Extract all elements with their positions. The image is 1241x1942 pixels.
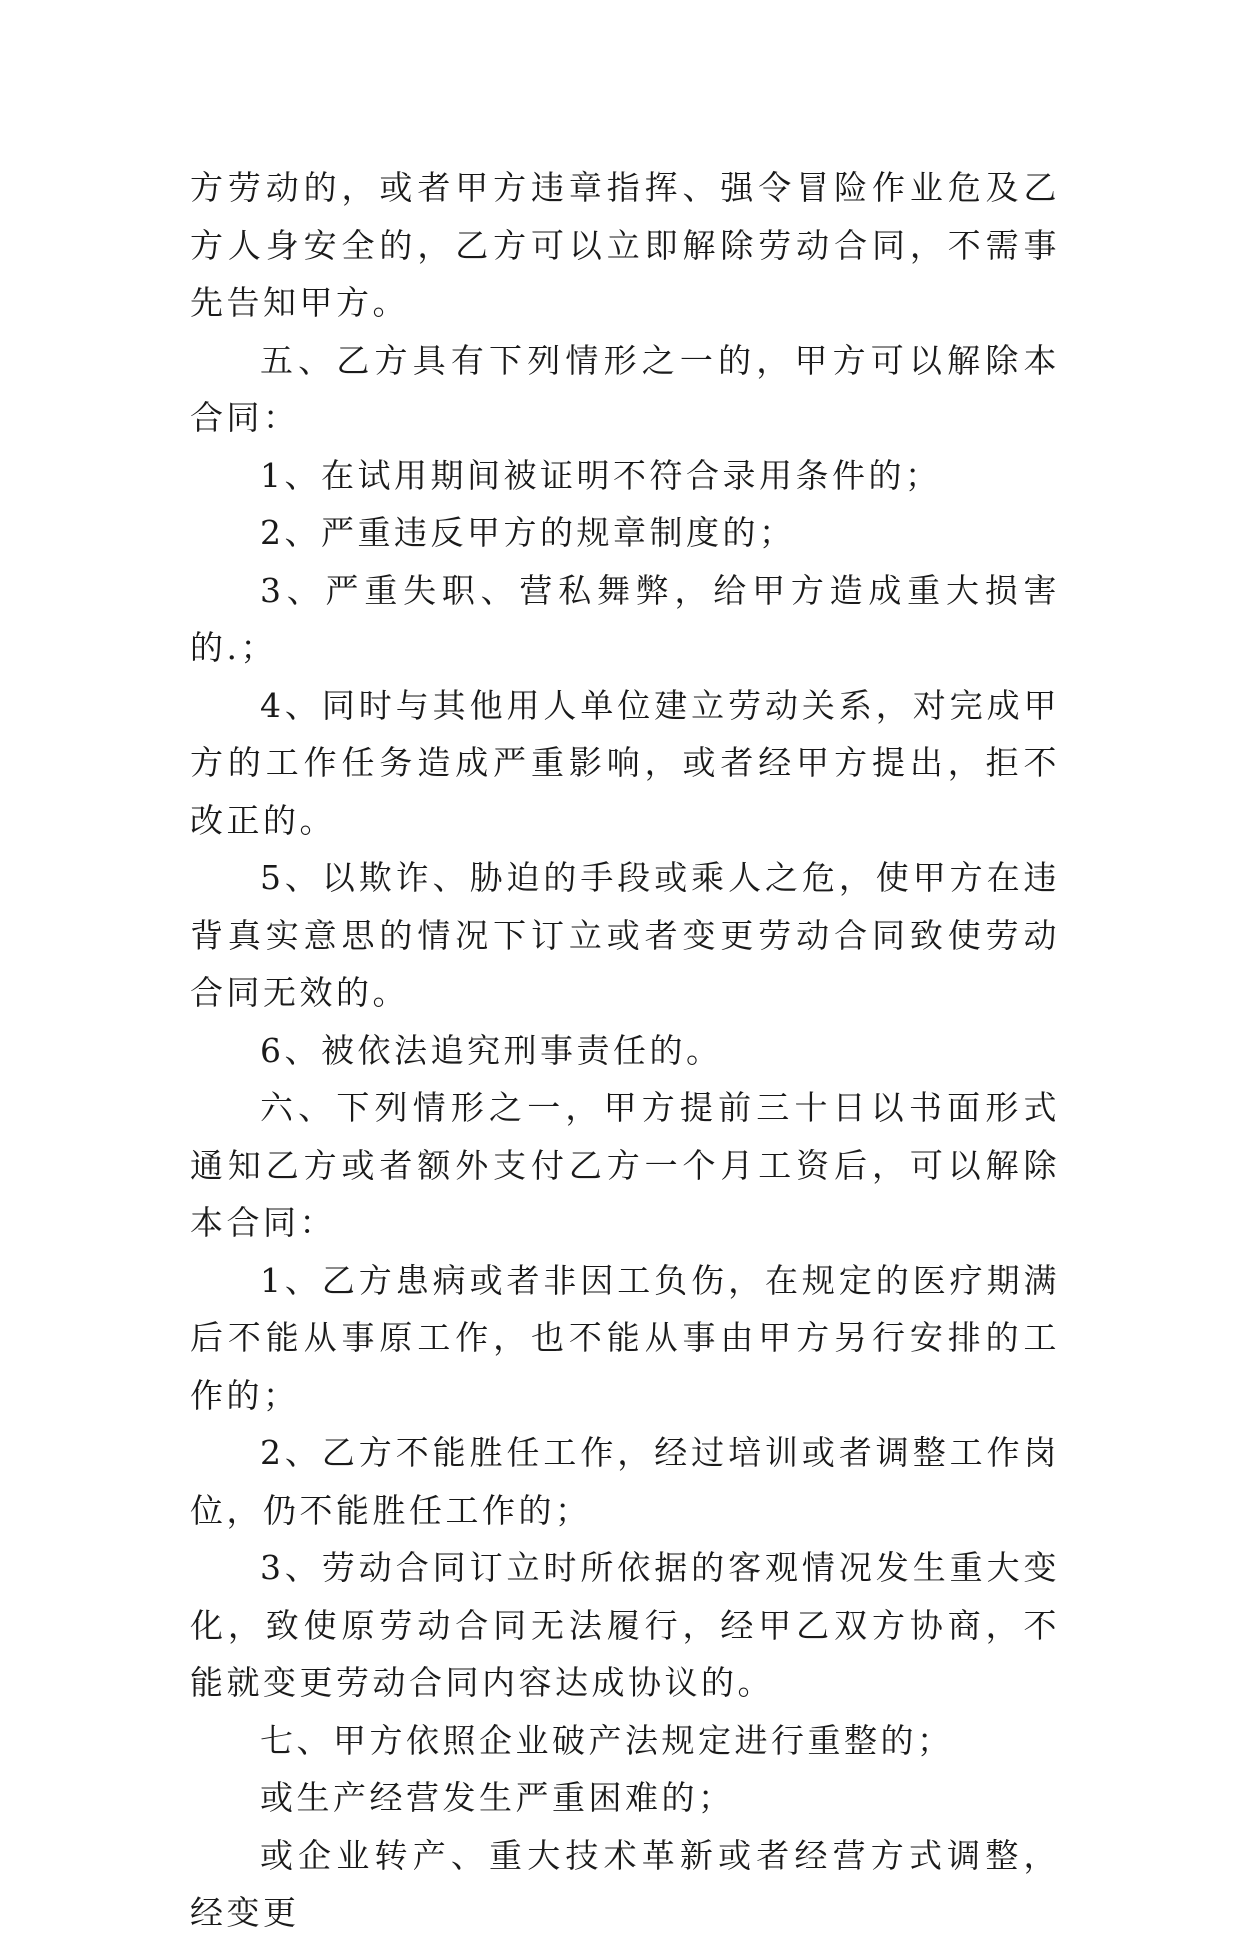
paragraph-item-4: 4、同时与其他用人单位建立劳动关系，对完成甲方的工作任务造成严重影响，或者经甲方提出，拒不改正的。	[190, 685, 1060, 840]
paragraph-section-five: 五、乙方具有下列情形之一的，甲方可以解除本合同：	[190, 340, 1060, 437]
paragraph-seven-difficulty: 或生产经营发生严重困难的；	[260, 1778, 735, 1817]
paragraph-item-5: 5、以欺诈、胁迫的手段或乘人之危，使甲方在违背真实意思的情况下订立或者变更劳动合同致使劳动合同无效的。	[190, 858, 1060, 1012]
paragraph-item-1: 1、在试用期间被证明不符合录用条件的；	[260, 455, 942, 495]
document-body	[190, 159, 1060, 1942]
paragraph-item-2: 2、严重违反甲方的规章制度的；	[260, 513, 796, 552]
paragraph-item-6: 6、被依法追究刑事责任的。	[260, 1030, 723, 1070]
paragraph-section-seven: 七、甲方依照企业破产法规定进行重整的；	[260, 1720, 954, 1760]
paragraph-six-item-3: 3、劳动合同订立时所依据的客观情况发生重大变化，致使原劳动合同无法履行，经甲乙双方协商，不能就变更劳动合同内容达成协议的。	[190, 1548, 1060, 1702]
paragraph-six-item-1: 1、乙方患病或者非因工负伤，在规定的医疗期满后不能从事原工作，也不能从事由甲方另行安排的工作的；	[190, 1260, 1060, 1415]
paragraph-section-six: 六、下列情形之一，甲方提前三十日以书面形式通知乙方或者额外支付乙方一个月工资后，可以解除本合同：	[190, 1088, 1060, 1242]
paragraph-item-3: 3、严重失职、营私舞弊，给甲方造成重大损害的.；	[190, 570, 1060, 667]
paragraph-six-item-2: 2、乙方不能胜任工作，经过培训或者调整工作岗位，仍不能胜任工作的；	[190, 1433, 1060, 1530]
paragraph-continuation: 方劳动的，或者甲方违章指挥、强令冒险作业危及乙方人身安全的，乙方可以立即解除劳动合同，不需事先告知甲方。	[190, 168, 1060, 322]
paragraph-seven-restructure: 或企业转产、重大技术革新或者经营方式调整，经变更	[190, 1835, 1060, 1932]
